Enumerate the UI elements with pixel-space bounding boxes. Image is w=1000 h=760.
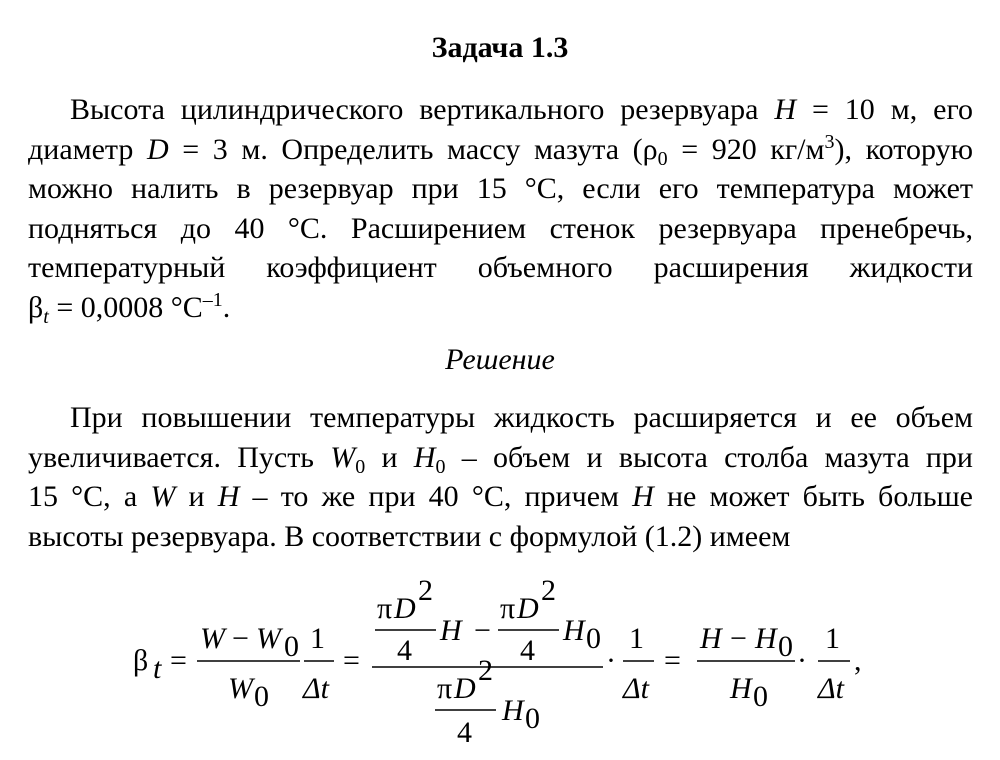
formula-w0-w: W (256, 622, 281, 655)
solution-heading: Решение (445, 343, 555, 376)
formula-minus-3: − (730, 622, 747, 655)
problem-line-5: температурный коэффициент объемного расширения жидкости (28, 251, 973, 284)
formula-d-sq-2: 2 (541, 574, 556, 607)
problem-statement (28, 90, 973, 327)
formula-d-2: D (517, 592, 539, 625)
problem-line-3: можно налить в резервуар при 15 °С, если его температура может (28, 172, 973, 205)
formula-minus-2: − (474, 614, 491, 647)
formula-four-1: 4 (397, 634, 412, 667)
formula-h0-4: H (730, 672, 752, 705)
formula-four-2: 4 (520, 634, 535, 667)
formula-one-1: 1 (310, 622, 325, 655)
formula-h0-1: H (563, 614, 585, 647)
formula-h0-1-sub: 0 (586, 622, 601, 655)
formula-pi-3: π (437, 672, 453, 705)
formula-h0-2-sub: 0 (525, 702, 540, 735)
formula-dot-2: · (797, 644, 807, 677)
solution-line-1: При повышении температуры жидкость расширяется и ее объем (70, 401, 973, 434)
formula-den-w: W (228, 672, 253, 705)
formula-eq-2: = (343, 644, 360, 677)
formula-pi-2: π (500, 592, 516, 625)
formula-dt-3: Δt (818, 672, 844, 705)
thermal-expansion-formula (0, 570, 1000, 760)
solution-line-4: высоты резервуара. В соответствии с формулой (1.2) имеем (28, 519, 791, 553)
formula-dt-1: Δt (303, 672, 329, 705)
task-title: Задача 1.3 (431, 31, 569, 64)
formula-d-1: D (394, 592, 416, 625)
solution-text (28, 398, 973, 556)
problem-line-6: $\beta_t = 0,0008$ $^\circ С^{-1}$. (28, 288, 231, 328)
formula-one-2: 1 (629, 622, 644, 655)
formula-pi-1: π (377, 592, 393, 625)
solution-line-2: увеличивается. Пусть $W_0$ и $H_0$ – объем и высота столба мазута при (28, 440, 973, 478)
formula-svg (0, 570, 1000, 760)
formula-one-3: 1 (825, 622, 840, 655)
formula-h0-3-sub: 0 (778, 630, 793, 663)
formula-d-sq-1: 2 (418, 574, 433, 607)
problem-line-1: Высота цилиндрического вертикального резервуара H = 10 м, его (70, 93, 973, 126)
formula-minus-1: − (232, 622, 249, 655)
formula-w: W (200, 622, 225, 655)
formula-eq-3: = (664, 644, 681, 677)
formula-h-1: H (440, 614, 462, 647)
solution-line-3: 15 °С, а W и H – то же при 40 °С, причем H не может быть больше (28, 480, 973, 513)
formula-h0-2: H (502, 694, 524, 727)
formula-dt-2: Δt (623, 672, 649, 705)
formula-comma: , (854, 644, 862, 677)
formula-h0-3: H (755, 622, 777, 655)
problem-line-2: диаметр D = 3 м. Определить массу мазута ($\rho_0 = 920$ $кг/м^3$), которую (28, 130, 973, 170)
formula-h0-4-sub: 0 (753, 680, 768, 713)
formula-beta-sub: t (153, 652, 162, 685)
formula-h-2: H (700, 622, 722, 655)
formula-w0-sub: 0 (284, 630, 299, 663)
formula-den-w-sub: 0 (254, 680, 269, 713)
formula-d-3: D (454, 672, 476, 705)
formula-d-sq-3: 2 (478, 654, 493, 687)
formula-dot-1: · (606, 644, 616, 677)
formula-beta: β (133, 644, 149, 677)
problem-line-4: подняться до 40 °С. Расширением стенок резервуара пренебречь, (28, 211, 973, 245)
formula-four-3: 4 (457, 716, 472, 749)
formula-eq-1: = (170, 644, 187, 677)
